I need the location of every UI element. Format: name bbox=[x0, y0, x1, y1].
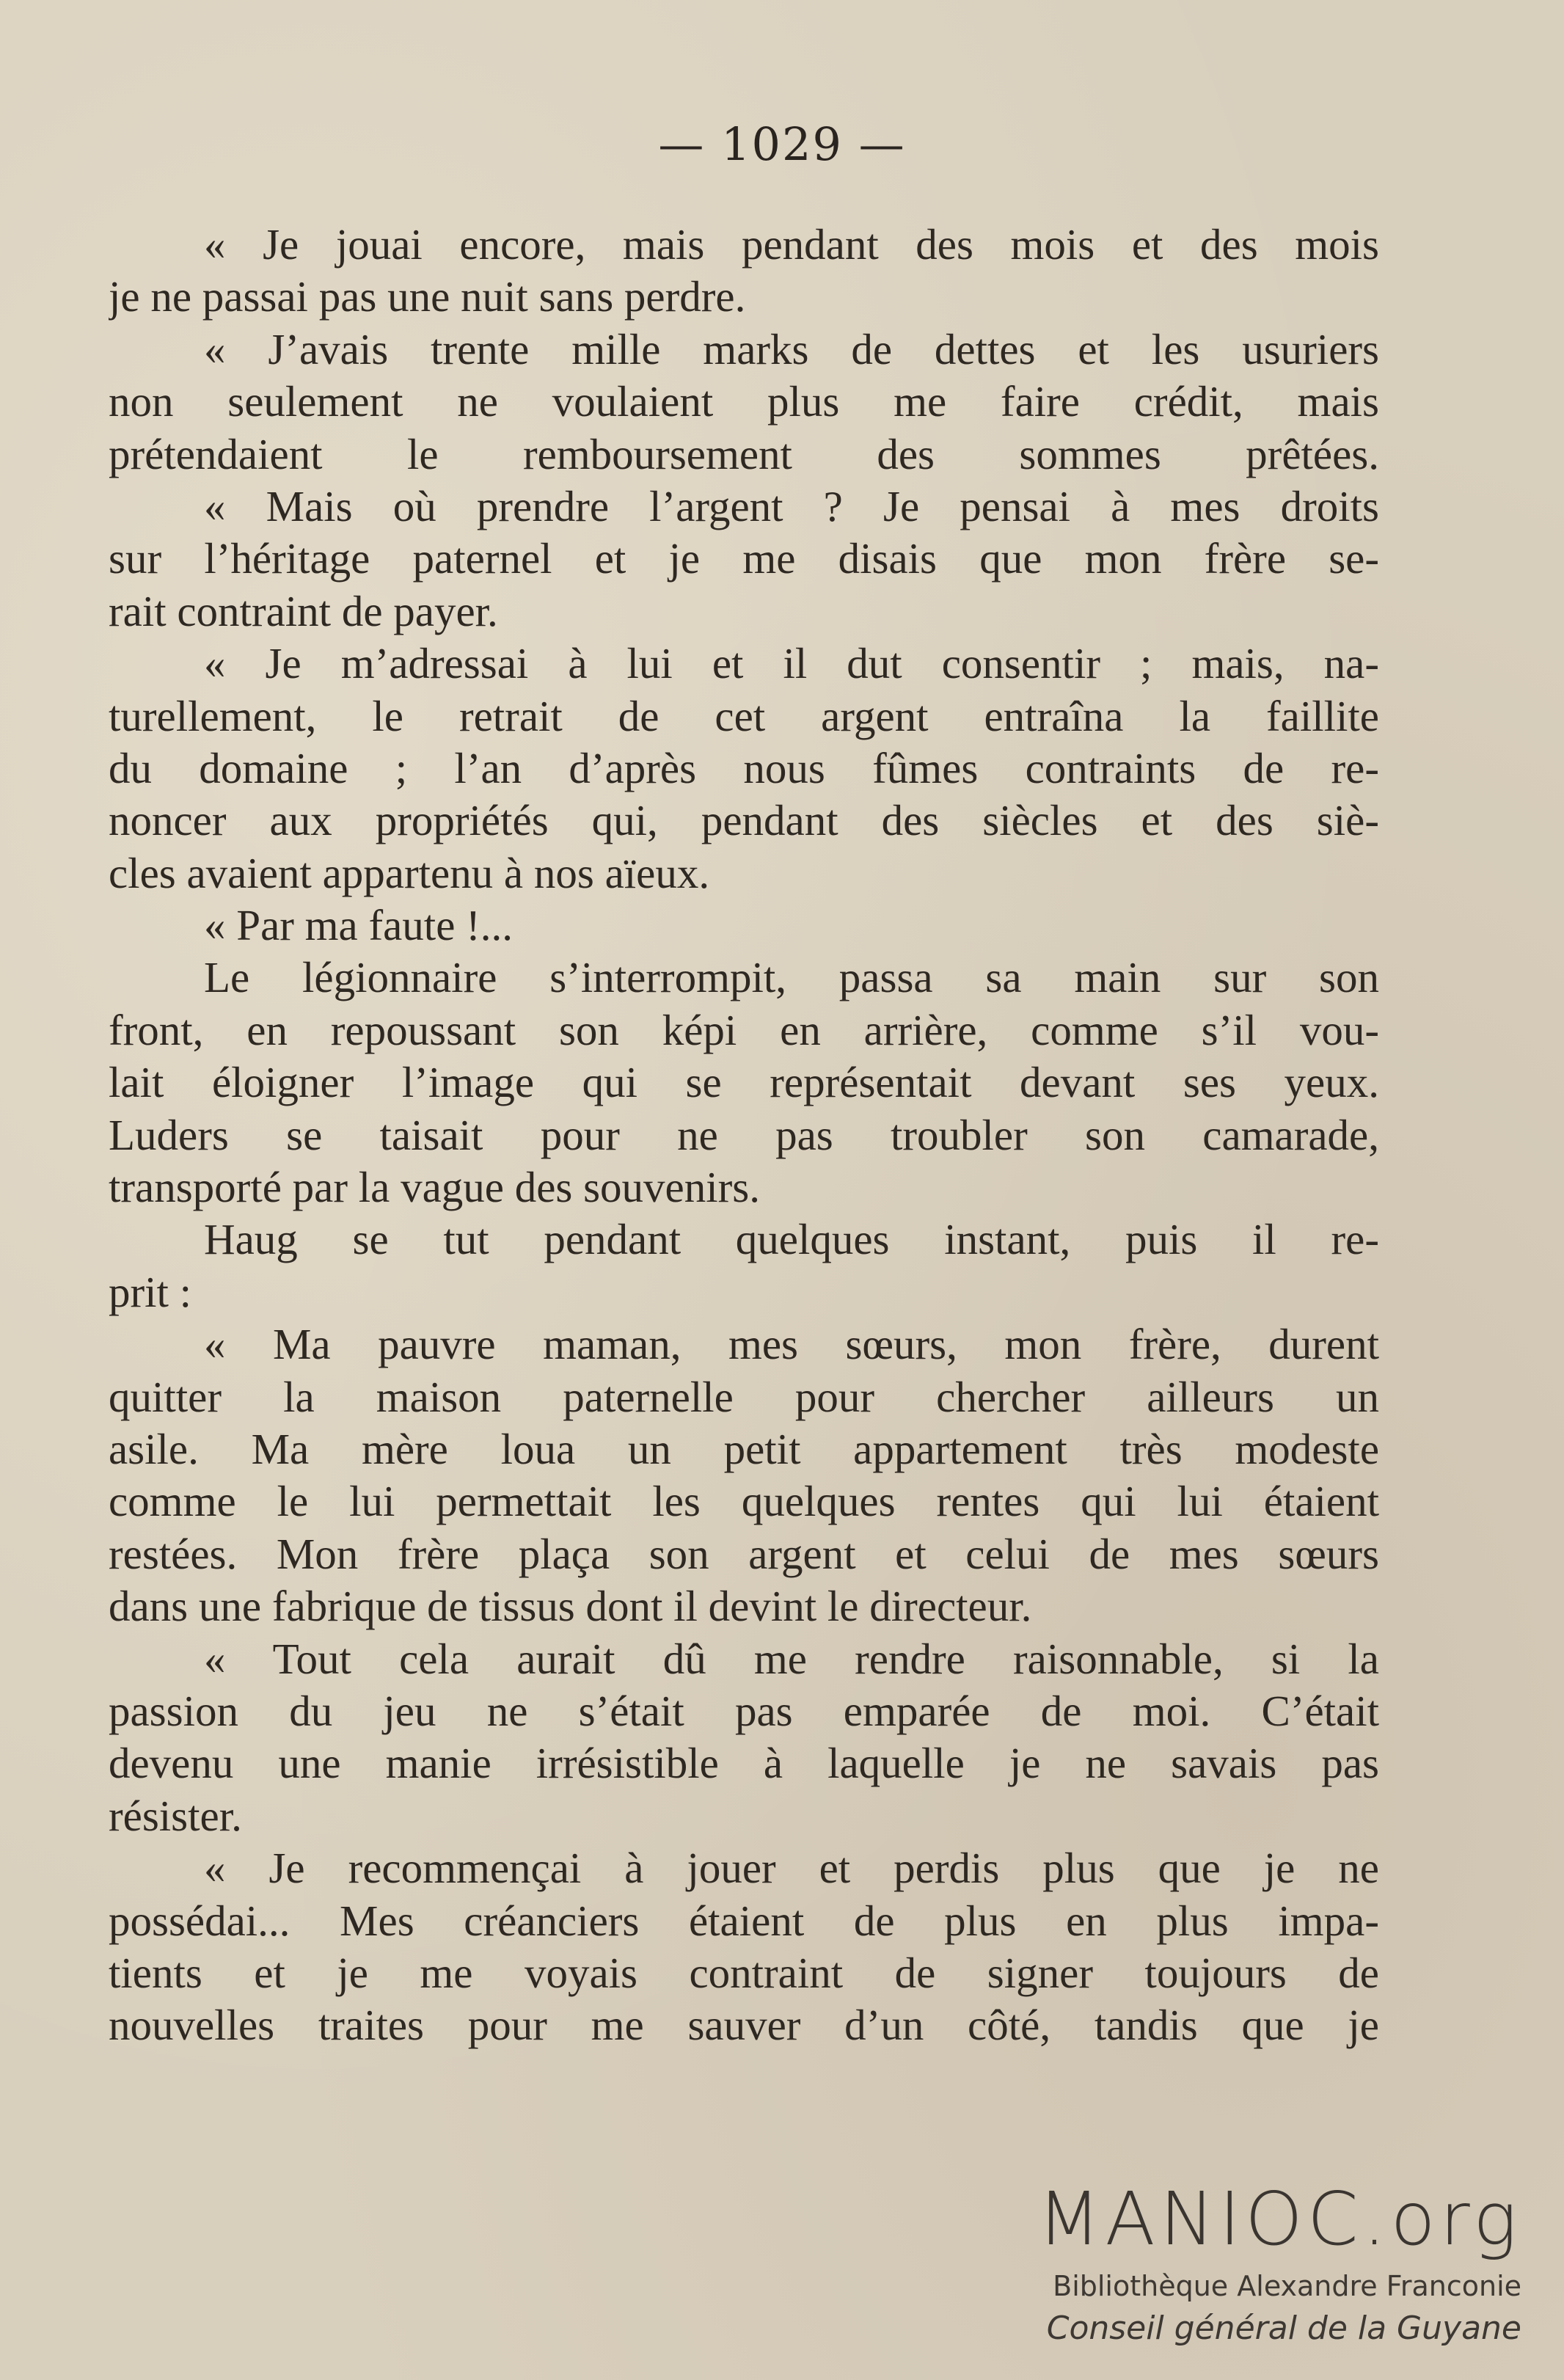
text-line: noncer aux propriétés qui, pendant des siècles et des siè- bbox=[109, 796, 1379, 845]
text-line: résister. bbox=[109, 1791, 242, 1840]
text-line: « Je recommençai à jouer et perdis plus que je ne bbox=[204, 1844, 1379, 1893]
text-line: quitter la maison paternelle pour chercher ailleurs un bbox=[109, 1372, 1379, 1421]
text-line: prétendaient le remboursement des sommes prêtées. bbox=[109, 429, 1379, 478]
text-line: sur l’héritage paternel et je me disais que mon frère se- bbox=[109, 534, 1379, 583]
text-line: cles avaient appartenu à nos aïeux. bbox=[109, 848, 710, 897]
text-line: possédai... Mes créanciers étaient de plus en plus impa- bbox=[109, 1896, 1379, 1945]
text-line: nouvelles traites pour me sauver d’un côté, tandis que je bbox=[109, 2001, 1379, 2050]
text-line: Le légionnaire s’interrompit, passa sa main sur son bbox=[204, 953, 1379, 1002]
text-line: « Je m’adressai à lui et il dut consentir ; mais, na- bbox=[204, 639, 1379, 688]
text-line: tients et je me voyais contraint de signer toujours de bbox=[109, 1948, 1379, 1997]
text-line: Haug se tut pendant quelques instant, puis il re- bbox=[204, 1215, 1379, 1264]
body-text bbox=[109, 219, 1379, 2052]
text-line: asile. Ma mère loua un petit appartement très modeste bbox=[109, 1424, 1379, 1473]
text-line: Luders se taisait pour ne pas troubler son camarade, bbox=[109, 1110, 1379, 1159]
text-line: transporté par la vague des souvenirs. bbox=[109, 1163, 760, 1212]
text-line: passion du jeu ne s’était pas emparée de moi. C’était bbox=[109, 1686, 1379, 1735]
page-number: — 1029 — bbox=[658, 117, 906, 171]
text-line: restées. Mon frère plaça son argent et celui de mes sœurs bbox=[109, 1529, 1379, 1578]
text-line: non seulement ne voulaient plus me faire crédit, mais bbox=[109, 377, 1379, 426]
library-name: Bibliothèque Alexandre Franconie bbox=[1053, 2270, 1521, 2302]
text-line: comme le lui permettait les quelques rentes qui lui étaient bbox=[109, 1477, 1379, 1526]
text-line: « Tout cela aurait dû me rendre raisonnable, si la bbox=[204, 1634, 1379, 1683]
text-line: prit : bbox=[109, 1267, 192, 1316]
text-line: du domaine ; l’an d’après nous fûmes contraints de re- bbox=[109, 743, 1379, 792]
text-line: « Mais où prendre l’argent ? Je pensai à mes droits bbox=[204, 481, 1379, 530]
text-line: je ne passai pas une nuit sans perdre. bbox=[109, 272, 746, 321]
text-line: front, en repoussant son képi en arrière, comme s’il vou- bbox=[109, 1005, 1379, 1054]
manioc-logo: MANIOC.org bbox=[1037, 2176, 1521, 2262]
council-name: Conseil général de la Guyane bbox=[1046, 2310, 1521, 2347]
text-line: turellement, le retrait de cet argent entraîna la faillite bbox=[109, 691, 1379, 740]
text-line: dans une fabrique de tissus dont il devint le directeur. bbox=[109, 1582, 1032, 1631]
text-line: devenu une manie irrésistible à laquelle je ne savais pas bbox=[109, 1739, 1379, 1788]
text-line: « J’avais trente mille marks de dettes et les usuriers bbox=[204, 324, 1379, 373]
text-line: rait contraint de payer. bbox=[109, 586, 498, 635]
text-line: « Je jouai encore, mais pendant des mois et des mois bbox=[204, 220, 1379, 269]
text-line: « Par ma faute !... bbox=[204, 901, 514, 950]
watermark bbox=[1008, 2176, 1521, 2351]
text-line: « Ma pauvre maman, mes sœurs, mon frère, durent bbox=[204, 1320, 1379, 1369]
text-line: lait éloigner l’image qui se représentait devant ses yeux. bbox=[109, 1058, 1379, 1107]
